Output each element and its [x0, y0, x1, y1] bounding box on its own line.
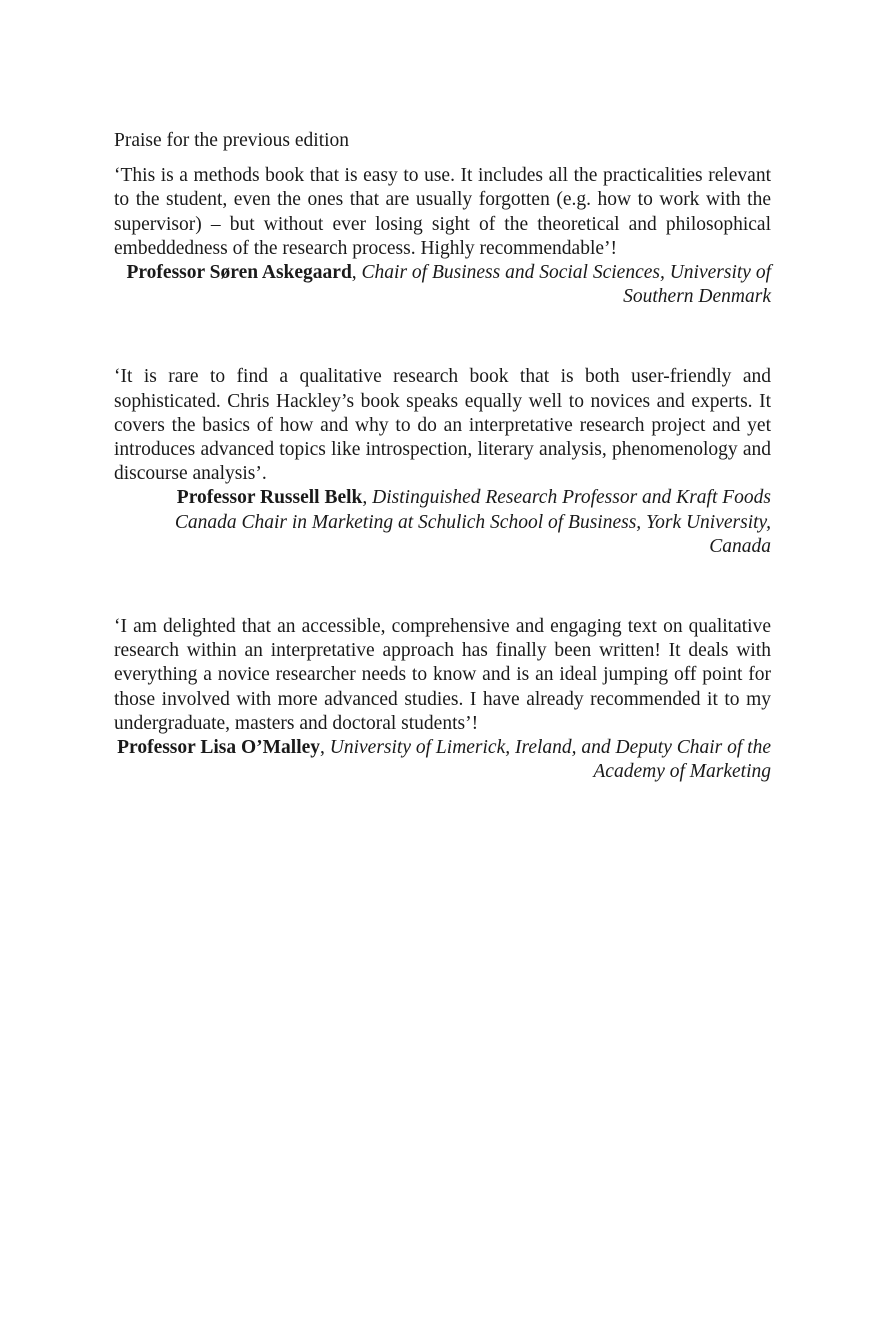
page-heading: Praise for the previous edition	[114, 130, 350, 151]
endorser-role: Chair of Business and Social Sciences, University of Southern Denmark	[361, 262, 771, 308]
endorsement-attribution: Professor Lisa O’Malley, University of Limerick, Ireland, and Deputy Chair of the Academy of Marketing	[117, 737, 771, 783]
endorsement-quote: ‘This is a methods book that is easy to use. It includes all the practicalities relevant to the student, even the ones that are usually forgotten (e.g. how to work with the supervisor) – but without ever losing sight of the theoretical and philosophical embeddedness of the research process. Highly recommendable’!	[114, 165, 771, 259]
endorsement-2	[114, 365, 771, 559]
endorsement-1	[114, 164, 771, 309]
praise-page	[114, 129, 771, 784]
endorsement-quote: ‘I am delighted that an accessible, comprehensive and engaging text on qualitative research within an interpretative approach has finally been written! It deals with everything a novice researcher needs to know and is an ideal jumping off point for those involved with more advanced studies. I have already recommended it to my undergraduate, masters and doctoral students’!	[114, 616, 771, 734]
endorsement-attribution: Professor Søren Askegaard, Chair of Business and Social Sciences, University of Southern Denmark	[126, 262, 771, 308]
endorsement-attribution: Professor Russell Belk, Distinguished Research Professor and Kraft Foods Canada Chair in Marketing at Schulich School of Business, York University, Canada	[174, 487, 771, 557]
endorsement-3	[114, 615, 771, 784]
endorser-name: Professor Søren Askegaard	[126, 262, 352, 284]
endorsement-quote: ‘It is rare to find a qualitative research book that is both user-friendly and sophisticated. Chris Hackley’s book speaks equally well to novices and experts. It covers the basics of how and why to do an interpretative research project and yet introduces advanced topics like introspection, literary analysis, phenomenology and discourse analysis’.	[114, 366, 771, 485]
endorser-role: University of Limerick, Ireland, and Deputy Chair of the Academy of Marketing	[329, 737, 771, 783]
endorser-name: Professor Lisa O’Malley	[117, 737, 321, 759]
endorser-name: Professor Russell Belk	[176, 487, 363, 509]
endorser-role: Distinguished Research Professor and Kraft Foods Canada Chair in Marketing at Schulich School of Business, York University, Canada	[174, 487, 771, 557]
